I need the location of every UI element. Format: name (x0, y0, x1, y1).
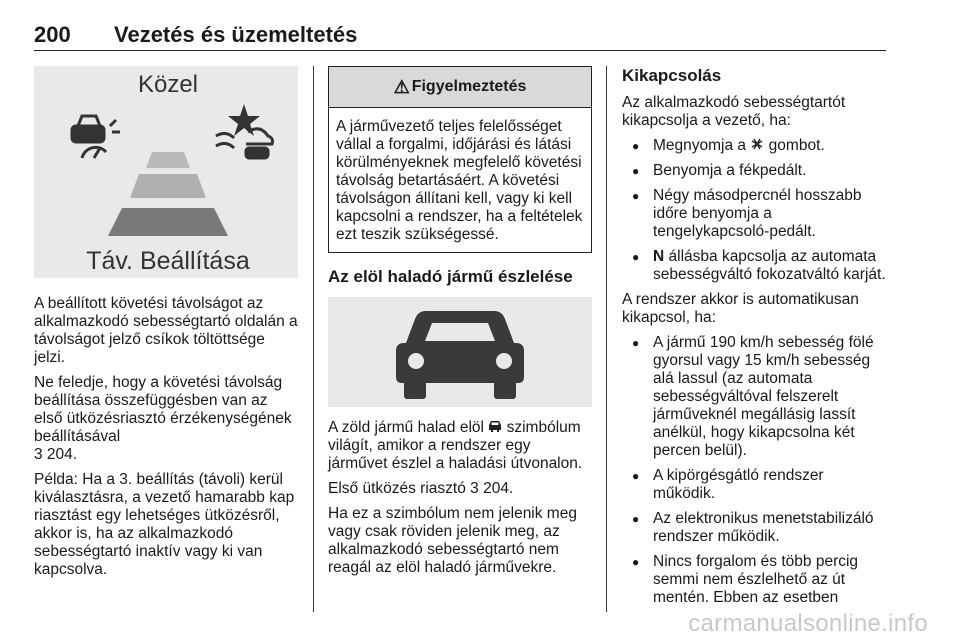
deactivation-list (622, 137, 888, 284)
page-title: Vezetés és üzemeltetés (114, 22, 358, 47)
distance-bar-2 (130, 174, 206, 198)
warning-title: Figyelmeztetés (411, 78, 527, 95)
page-header (34, 22, 886, 51)
paragraph-text: Első ütközés riasztó (328, 480, 466, 497)
column-middle (328, 66, 592, 584)
vehicle-distance-icon (216, 104, 273, 158)
auto-deactivation-list (622, 334, 888, 607)
vehicle-ahead-figure (328, 297, 592, 407)
paragraph (34, 374, 300, 464)
vehicle-speed-icon (72, 116, 120, 158)
column-divider (606, 66, 607, 612)
list-item: ● Négy másodpercnél hosszabb időre benyomja a tengelykapcsoló-pedált. (622, 187, 888, 241)
column-divider (313, 66, 314, 612)
figure-bottom-label: Táv. Beállítása (86, 247, 250, 275)
paragraph-text: szimbólum világít, amikor a rendszer egy járművet észlel a haladási útvonalon. (328, 419, 583, 472)
warning-box (328, 66, 592, 253)
list-item: ● Az elektronikus menetstabilizáló rendszer működik. (622, 510, 888, 546)
list-item-text: gombot. (768, 137, 825, 154)
page-reference-link[interactable]: 3 204. (34, 446, 78, 463)
section-heading: Az elöl haladó jármű észlelése (328, 267, 573, 286)
paragraph (328, 480, 592, 498)
list-item: ● A kipörgésgátló rendszer működik. (622, 467, 888, 503)
distance-bar-3 (108, 208, 228, 236)
paragraph (328, 419, 592, 473)
paragraph: A beállított követési távolságot az alkalmazkodó sebességtartó oldalán a távolságot jelző csíkok töltöttsége jelzi. (34, 295, 298, 366)
list-item: ● Benyomja a fékpedált. (622, 162, 888, 180)
list-item (622, 137, 888, 155)
vehicle-ahead-inline-icon (488, 419, 502, 437)
paragraph: Az alkalmazkodó sebességtartót kikapcsolja a vezető, ha: (622, 94, 846, 129)
watermark: carmanualsonline.info (688, 610, 928, 637)
list-item (622, 248, 888, 284)
page-number: 200 (34, 22, 71, 47)
list-item-text: állásba kapcsolja az automata sebességváltó fokozatváltó karját. (653, 248, 886, 283)
column-right (622, 66, 888, 614)
column-left (34, 66, 300, 586)
paragraph-text: A zöld jármű halad elöl (328, 419, 484, 436)
paragraph: Példa: Ha a 3. beállítás (távoli) kerül kiválasztásra, a vezető hamarabb kap riasztást egy lehetséges ütközésről, akkor is, ha az alkalmazkodó sebességtartó inaktív vagy ki van kapcsolva. (34, 471, 295, 578)
warning-header (329, 67, 591, 108)
paragraph-text: Ne feledje, hogy a követési távolság beállítása összefüggésben van az első ütközésriasztó érzékenységének beállításával (34, 374, 292, 445)
cancel-cruise-button-icon (750, 137, 764, 155)
list-item: ● A jármű 190 km/h sebesség fölé gyorsul vagy 15 km/h sebesség alá lassul (az automata sebességváltóval felszerelt járműveknél megállásig lassít anélkül, hogy kikapcsolna két percen belül). (622, 334, 888, 460)
distance-setting-figure (34, 66, 298, 278)
warning-triangle-icon: ⚠ (393, 77, 410, 97)
figure-top-label: Közel (137, 71, 199, 98)
warning-body: A járművezető teljes felelősséget vállal a forgalmi, időjárási és látási körülményeknek megfelelő követési távolság betartásáért. A követési távolságon állítani kell, vagy ki kell kapcsolni a rendszer, ha a feltételek ezt teszik szükségessé. (336, 118, 583, 243)
vehicle-ahead-icon (328, 297, 592, 407)
paragraph: A rendszer akkor is automatikusan kikapcsol, ha: (622, 291, 859, 326)
distance-bar-1 (146, 152, 190, 168)
section-heading: Kikapcsolás (622, 66, 722, 85)
paragraph: Ha ez a szimbólum nem jelenik meg vagy csak röviden jelenik meg, az alkalmazkodó sebességtartó nem reagál az elöl haladó járművekre. (328, 505, 577, 576)
distance-setting-graphic (34, 66, 298, 278)
gear-position: N (653, 248, 665, 265)
list-item-text: Megnyomja a (653, 137, 747, 154)
page-reference-link[interactable]: 3 204. (470, 480, 514, 497)
list-item: ● Nincs forgalom és több percig semmi nem észlelhető az út mentén. Ebben az esetben (622, 553, 888, 607)
